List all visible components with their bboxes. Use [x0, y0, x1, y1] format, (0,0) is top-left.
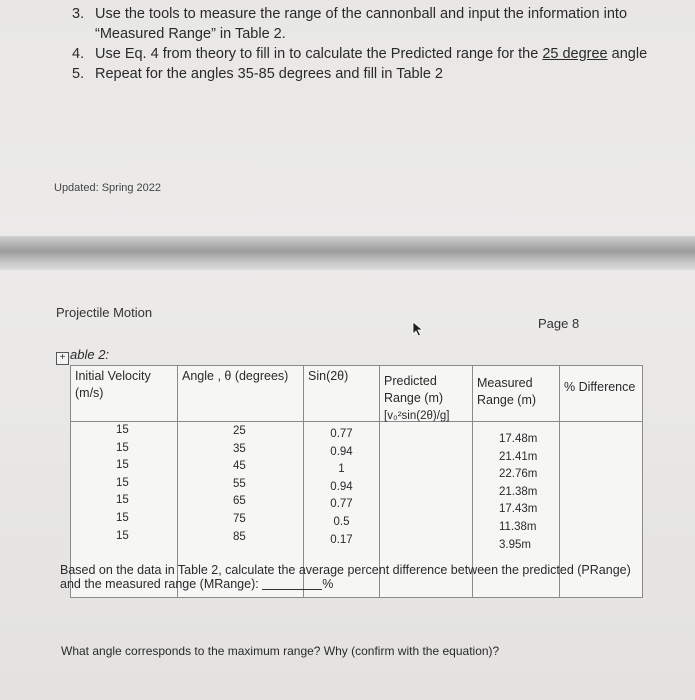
measured-value: 22.76m — [499, 468, 538, 481]
sin-value: 0.77 — [330, 498, 353, 511]
header-initial-velocity: Initial Velocity (m/s) — [71, 366, 178, 422]
velocity-value: 15 — [116, 512, 129, 524]
header-angle: Angle , θ (degrees) — [178, 366, 304, 422]
measured-value: 21.41m — [499, 450, 538, 463]
table-caption — [56, 347, 109, 365]
page-separator — [0, 236, 695, 270]
velocity-value: 15 — [116, 459, 129, 472]
mouse-cursor-icon — [412, 321, 424, 337]
step-number: 5. — [72, 66, 85, 82]
step-text: Use Eq. 4 from theory to fill in to calculate the Predicted range for the — [95, 46, 543, 62]
step-text: Repeat for the angles 35-85 degrees and fill in Table 2 — [95, 66, 443, 82]
instruction-item — [72, 44, 685, 64]
sin-value: 0.77 — [330, 428, 353, 440]
angle-value: 65 — [233, 495, 246, 508]
running-title: Projectile Motion — [56, 305, 153, 320]
angle-value: 85 — [233, 530, 246, 543]
step-text-end: angle — [607, 46, 648, 62]
angle-value: 25 — [233, 425, 246, 437]
header-sin: Sin(2θ) — [304, 366, 380, 422]
table-move-handle-icon[interactable]: + — [56, 352, 69, 365]
caption-text: able 2: — [70, 347, 110, 362]
sin-value: 0.94 — [330, 445, 353, 458]
header-predicted-range: Predicted Range (m) [v₀²sin(2θ)/g] — [380, 366, 473, 422]
sin-value: 1 — [338, 463, 345, 476]
header-measured-range: Measured Range (m) — [473, 366, 560, 422]
updated-footer: Updated: Spring 2022 — [54, 182, 162, 194]
velocity-value: 15 — [116, 476, 129, 489]
header-percent-difference: % Difference — [560, 366, 643, 422]
step-number: 3. — [72, 6, 85, 22]
sin-value: 0.5 — [333, 516, 350, 528]
step-underlined: 25 degree — [542, 46, 608, 62]
step-text: Use the tools to measure the range of the cannonball and input the information into “Measured Range” in Table 2. — [95, 6, 628, 42]
step-number: 4. — [72, 46, 85, 62]
measured-value: 21.38m — [499, 485, 538, 498]
velocity-value: 15 — [116, 494, 129, 507]
instruction-item — [72, 4, 685, 44]
page-number: Page 8 — [538, 316, 580, 331]
predicted-formula: [v₀²sin(2θ)/g] — [384, 410, 450, 422]
sin-value: 0.94 — [330, 480, 353, 493]
answer-blank[interactable] — [262, 589, 322, 590]
max-range-question: What angle corresponds to the maximum range? Why (confirm with the equation)? — [61, 644, 500, 658]
angle-value: 55 — [233, 477, 246, 490]
instruction-list — [72, 4, 685, 84]
angle-value: 45 — [233, 460, 246, 473]
average-difference-prompt — [60, 563, 670, 591]
velocity-value: 15 — [116, 424, 129, 436]
measured-value: 17.43m — [499, 503, 538, 516]
velocity-value: 15 — [116, 441, 129, 454]
angle-value: 75 — [233, 513, 246, 525]
prompt-line-1: Based on the data in Table 2, calculate the average percent difference between the predicted (PRange) — [60, 563, 631, 577]
velocity-value: 15 — [116, 529, 129, 542]
instruction-item — [72, 64, 685, 84]
measured-value: 3.95m — [499, 538, 531, 551]
measured-value: 11.38m — [499, 521, 537, 533]
angle-value: 35 — [233, 442, 246, 455]
prompt-line-2: and the measured range (MRange): % — [60, 577, 334, 591]
measured-value: 17.48m — [499, 433, 538, 445]
table-header-row — [71, 366, 643, 422]
sin-value: 0.17 — [330, 533, 353, 546]
